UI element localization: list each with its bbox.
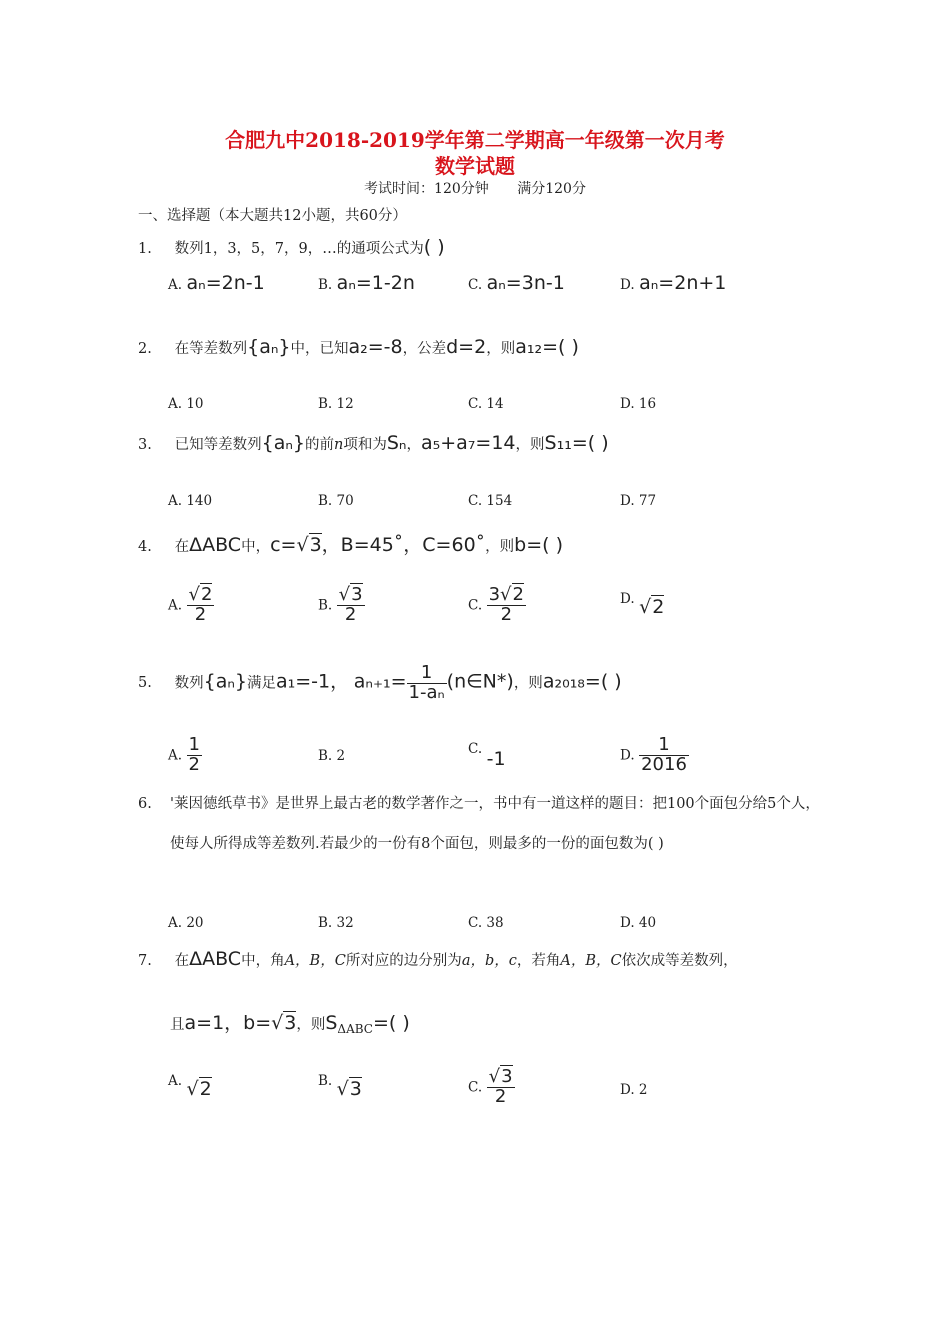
math: aₙ₊₁= (353, 670, 407, 693)
math: a₂=-8 (348, 336, 403, 358)
stem-text: 满足 (247, 675, 276, 692)
math: =( ) (372, 1012, 410, 1034)
stem-text: ，则 (486, 341, 516, 357)
question-4 (138, 530, 563, 557)
exam-score: 满分120分 (517, 181, 586, 197)
question-6-text: '莱因德纸草书》是世界上最古老的数学著作之一，书中有一道这样的题目：把100个面包分给5个人，使每人所得成等差数列.若最少的一份有8个面包，则最多的一份的面包数为( ) (170, 796, 820, 852)
math: S₁₁=( ) (544, 432, 609, 454)
stem-text: ，则 (296, 1017, 326, 1033)
stem-text: ，则 (513, 675, 543, 692)
option-d: D. $\frac{1}{2016}$ (620, 734, 687, 775)
stem-text: 数列 (174, 675, 204, 692)
option-a: A. 140 (168, 493, 213, 509)
math: a₁=-1， (276, 670, 350, 693)
option-c: C. $\frac{3√2}{2}$ (468, 584, 524, 625)
stem-text: 在等差数列 (174, 341, 248, 357)
stem-text: 所对应的边分别为 (345, 953, 462, 969)
stem-text: ，若角 (516, 953, 561, 969)
question-number: 1. (138, 241, 152, 257)
math: ΔABC (189, 534, 242, 556)
stem-text: ，则 (485, 539, 515, 555)
stem-text: 且 (170, 1017, 185, 1033)
stem-text: 在 (174, 953, 190, 969)
option-a: A. $\frac{1}{2}$ (168, 734, 200, 775)
stem-text: 已知等差数列 (174, 437, 262, 453)
stem-text: ，公差 (402, 341, 447, 357)
question-number: 3. (138, 437, 152, 453)
stem-text: 在 (174, 539, 190, 555)
stem-text: n (334, 437, 344, 453)
option-a: A. √2 (168, 1073, 212, 1100)
exam-subtitle: 数学试题 (435, 154, 515, 178)
math: a₂₀₁₈=( ) (542, 670, 622, 693)
stem-text: 中， (241, 539, 271, 555)
math: {aₙ} (261, 432, 305, 454)
math: c= (270, 534, 297, 556)
option-b: B. 2 (318, 748, 346, 764)
subscript: ΔABC (337, 1021, 373, 1036)
option-d: D. 2 (620, 1082, 648, 1098)
option-b: B. 12 (318, 396, 354, 412)
fraction: $\frac{1}{\text{1-aₙ}}$ (408, 662, 445, 703)
question-stem: 数列1，3，5，7，9，…的通项公式为 (174, 241, 424, 257)
math: S (325, 1012, 338, 1034)
question-number: 4. (138, 539, 152, 555)
question-3 (138, 432, 609, 454)
math: {aₙ} (203, 670, 247, 693)
question-1 (138, 236, 445, 258)
question-7 (138, 948, 738, 970)
option-b: B. √3 (318, 1073, 362, 1100)
option-a: A. 20 (168, 915, 204, 931)
question-7-line-2 (170, 1008, 410, 1036)
option-d: D. 77 (620, 493, 657, 509)
exam-time: 考试时间：120分钟 (364, 181, 489, 197)
question-5 (138, 664, 622, 703)
math: a=1，b= (184, 1012, 272, 1034)
exam-title: 合肥九中2018-2019学年第二学期高一年级第一次月考 (225, 128, 725, 152)
stem-text: a，b，c (461, 953, 517, 969)
math: a₁₂=( ) (515, 336, 579, 358)
option-b: B. 70 (318, 493, 354, 509)
math: Sₙ (386, 432, 407, 454)
option-c: C. $\frac{√3}{2}$ (468, 1066, 513, 1107)
question-number: 7. (138, 953, 152, 969)
option-c: C. 154 (468, 493, 513, 509)
sqrt: √3 (271, 1012, 297, 1034)
option-d: D. aₙ=2n+1 (620, 272, 727, 294)
question-2 (138, 336, 579, 358)
math: (n∈N*) (446, 670, 514, 693)
answer-paren: ( ) (423, 236, 445, 258)
option-b: B. aₙ=1-2n (318, 272, 415, 294)
section-heading: 一、选择题（本大题共12小题，共60分） (138, 208, 407, 224)
option-b: B. $\frac{√3}{2}$ (318, 584, 363, 625)
stem-text: ，则 (515, 437, 545, 453)
stem-text: 的前 (305, 437, 334, 453)
math: b=( ) (514, 534, 564, 556)
math: {aₙ} (247, 336, 291, 358)
option-a: A. 10 (168, 396, 204, 412)
option-c: C. 38 (468, 915, 504, 931)
math: ΔABC (189, 948, 242, 970)
option-b: B. 32 (318, 915, 354, 931)
option-d: D. √2 (620, 591, 665, 618)
option-d: D. 16 (620, 396, 657, 412)
stem-text: ， (406, 437, 421, 453)
option-c: C. -1 (468, 741, 506, 770)
option-c: C. aₙ=3n-1 (468, 272, 565, 294)
math: a₅+a₇=14 (420, 432, 516, 454)
stem-text: 依次成等差数列， (621, 953, 738, 969)
stem-text: A，B，C (284, 953, 346, 969)
sqrt: √3 (296, 534, 322, 556)
question-number: 2. (138, 341, 152, 357)
option-c: C. 14 (468, 396, 504, 412)
question-number: 5. (138, 675, 152, 692)
exam-meta (0, 178, 950, 198)
math: ，B=45˚，C=60˚ (321, 534, 486, 556)
option-a: A. $\frac{√2}{2}$ (168, 584, 213, 625)
math: d=2 (446, 336, 487, 358)
stem-text: 中，角 (241, 953, 285, 969)
question-6-number: 6. (138, 796, 152, 812)
stem-text: 项和为 (343, 437, 387, 453)
option-a: A. aₙ=2n-1 (168, 272, 265, 294)
stem-text: A，B，C (560, 953, 622, 969)
option-d: D. 40 (620, 915, 657, 931)
stem-text: 中，已知 (290, 341, 349, 357)
